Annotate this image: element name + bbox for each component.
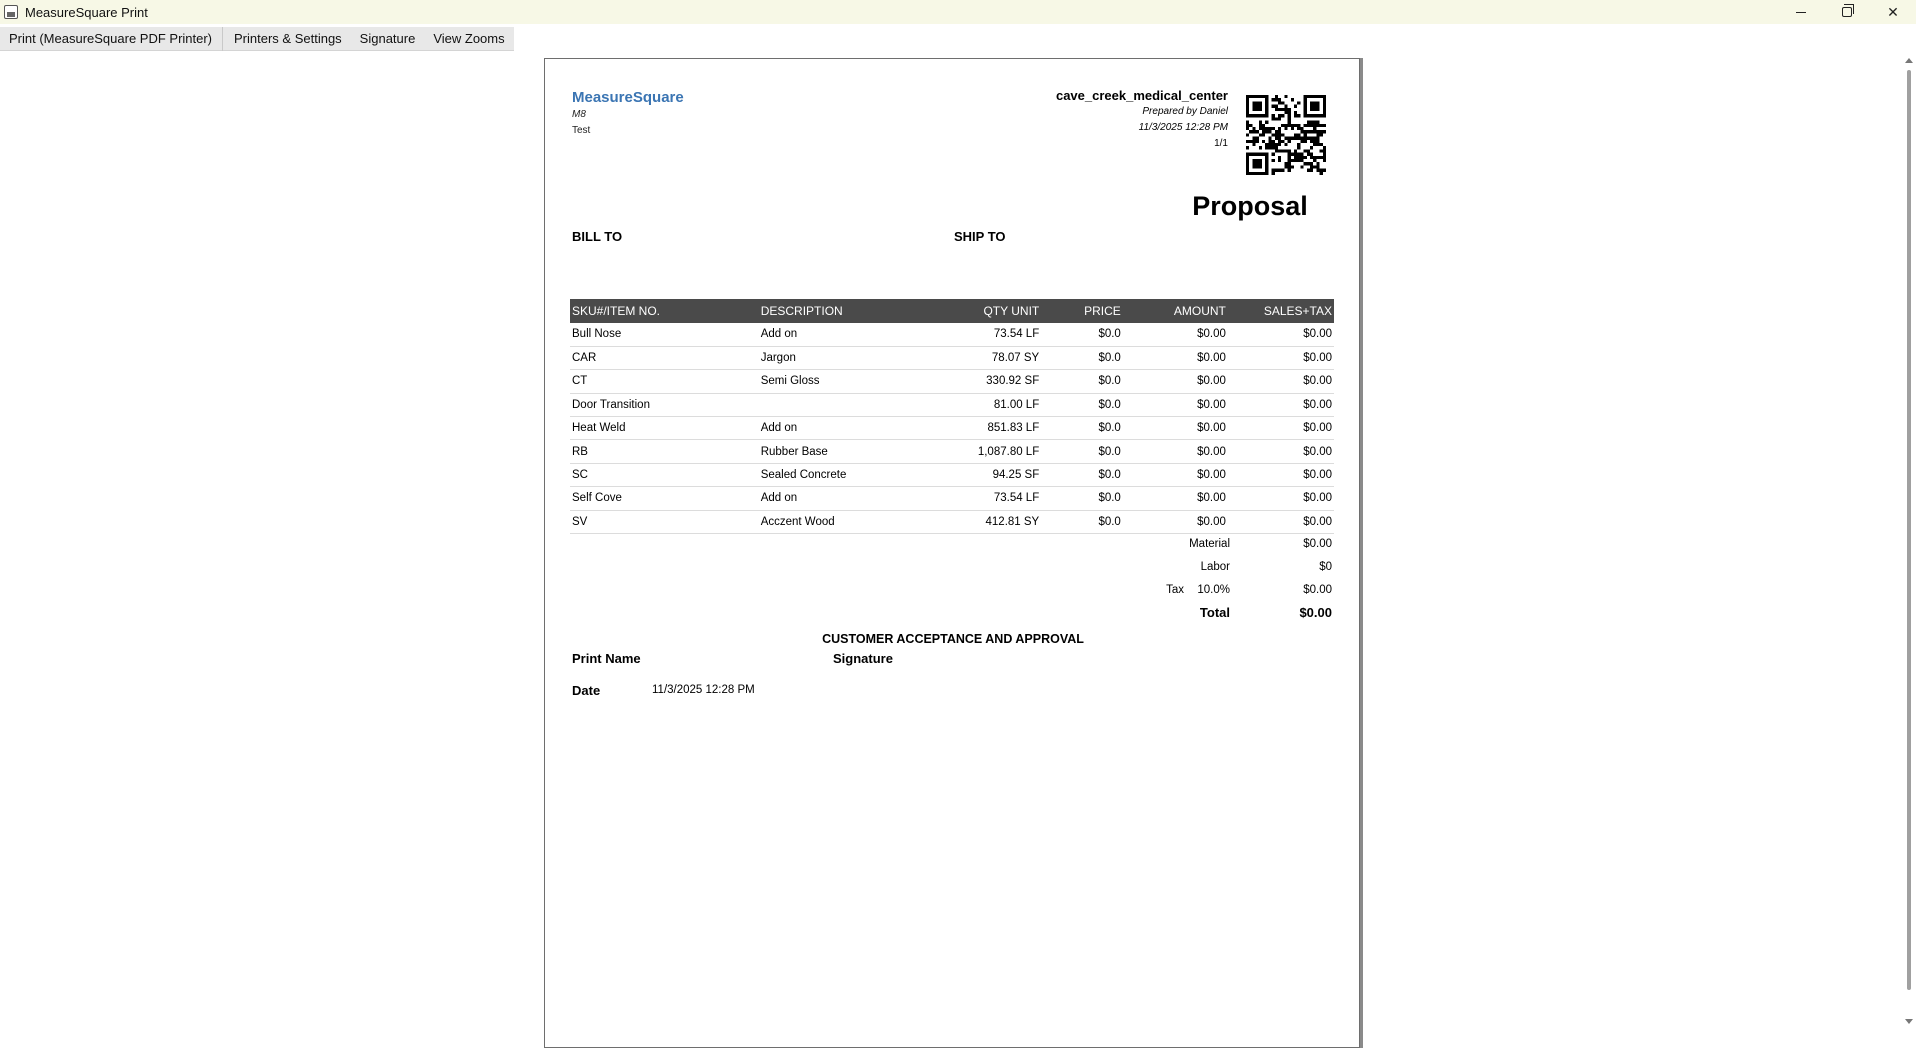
cell-amount: $0.00 bbox=[1123, 463, 1228, 486]
items-table-body bbox=[570, 323, 1334, 534]
scroll-up-icon[interactable] bbox=[1905, 58, 1913, 63]
cell-price: $0.0 bbox=[1041, 487, 1123, 510]
menu-print[interactable]: Print (MeasureSquare PDF Printer) bbox=[0, 27, 223, 51]
cell-sales-tax: $0.00 bbox=[1228, 346, 1334, 369]
vertical-scrollbar[interactable] bbox=[1902, 52, 1916, 1030]
window-controls bbox=[1778, 0, 1916, 24]
menu-view-zooms[interactable]: View Zooms bbox=[433, 31, 505, 46]
cell-qty-unit: 330.92 SF bbox=[912, 370, 1042, 393]
header-sales-tax: SALES+TAX bbox=[1228, 299, 1334, 323]
cell-sku: Door Transition bbox=[570, 393, 759, 416]
cell-description: Semi Gloss bbox=[759, 370, 912, 393]
cell-sku: RB bbox=[570, 440, 759, 463]
title-bar bbox=[0, 0, 1916, 24]
cell-price: $0.0 bbox=[1041, 393, 1123, 416]
printer-doc-icon bbox=[4, 5, 18, 19]
tax-row bbox=[570, 579, 1334, 602]
cell-qty-unit: 81.00 LF bbox=[912, 393, 1042, 416]
cell-sales-tax: $0.00 bbox=[1228, 510, 1334, 533]
table-row bbox=[570, 440, 1334, 463]
labor-row bbox=[570, 556, 1334, 579]
labor-value: $0 bbox=[1319, 561, 1332, 573]
minimize-button[interactable] bbox=[1778, 0, 1824, 24]
cell-description: Sealed Concrete bbox=[759, 463, 912, 486]
cell-price: $0.0 bbox=[1041, 463, 1123, 486]
acceptance-title-text: CUSTOMER ACCEPTANCE AND APPROVAL bbox=[822, 632, 1084, 646]
cell-sales-tax: $0.00 bbox=[1228, 417, 1334, 440]
document-title: Proposal bbox=[1192, 191, 1308, 221]
date-label: Date bbox=[572, 683, 601, 698]
cell-price: $0.0 bbox=[1041, 370, 1123, 393]
menu-printers-settings[interactable]: Printers & Settings bbox=[234, 31, 342, 46]
prepared-by: Prepared by Daniel bbox=[1142, 106, 1228, 117]
material-value: $0.00 bbox=[1303, 538, 1332, 550]
cell-sales-tax: $0.00 bbox=[1228, 323, 1334, 346]
header-sku: SKU#/ITEM NO. bbox=[570, 299, 759, 323]
cell-price: $0.0 bbox=[1041, 440, 1123, 463]
project-name: cave_creek_medical_center bbox=[1055, 88, 1228, 103]
table-row bbox=[570, 463, 1334, 486]
tax-value: $0.00 bbox=[1303, 584, 1332, 596]
cell-qty-unit: 78.07 SY bbox=[912, 346, 1042, 369]
table-row bbox=[570, 323, 1334, 346]
minimize-icon bbox=[1796, 12, 1806, 13]
maximize-button[interactable] bbox=[1824, 0, 1870, 24]
cell-sku: Self Cove bbox=[570, 487, 759, 510]
menu-signature[interactable]: Signature bbox=[359, 31, 416, 46]
items-table bbox=[570, 299, 1334, 534]
company-name: MeasureSquare bbox=[572, 89, 684, 106]
close-icon: ✕ bbox=[1887, 3, 1899, 20]
table-row bbox=[570, 370, 1334, 393]
table-header-row bbox=[570, 299, 1334, 323]
acceptance-title bbox=[545, 632, 1361, 646]
cell-amount: $0.00 bbox=[1123, 417, 1228, 440]
header-qty-unit: QTY UNIT bbox=[912, 299, 1042, 323]
qr-code-icon bbox=[1246, 95, 1326, 175]
cell-amount: $0.00 bbox=[1123, 440, 1228, 463]
cell-qty-unit: 412.81 SY bbox=[912, 510, 1042, 533]
cell-price: $0.0 bbox=[1041, 346, 1123, 369]
close-button[interactable] bbox=[1870, 0, 1916, 24]
menu-bar bbox=[0, 27, 514, 51]
material-label: Material bbox=[1189, 538, 1230, 550]
header-amount: AMOUNT bbox=[1123, 299, 1228, 323]
cell-sku: CAR bbox=[570, 346, 759, 369]
restore-icon bbox=[1842, 7, 1852, 17]
total-value: $0.00 bbox=[1299, 605, 1332, 620]
table-row bbox=[570, 346, 1334, 369]
cell-amount: $0.00 bbox=[1123, 510, 1228, 533]
print-date: 11/3/2025 12:28 PM bbox=[1138, 122, 1228, 133]
table-row bbox=[570, 417, 1334, 440]
window-title: MeasureSquare Print bbox=[25, 4, 148, 20]
cell-price: $0.0 bbox=[1041, 417, 1123, 440]
cell-description: Rubber Base bbox=[759, 440, 912, 463]
company-line-2: Test bbox=[572, 125, 591, 136]
cell-qty-unit: 94.25 SF bbox=[912, 463, 1042, 486]
cell-sales-tax: $0.00 bbox=[1228, 440, 1334, 463]
table-row bbox=[570, 510, 1334, 533]
cell-sku: CT bbox=[570, 370, 759, 393]
cell-sku: SV bbox=[570, 510, 759, 533]
scrollbar-thumb[interactable] bbox=[1907, 70, 1911, 990]
cell-description: Add on bbox=[759, 487, 912, 510]
date-value: 11/3/2025 12:28 PM bbox=[652, 684, 755, 696]
table-row bbox=[570, 393, 1334, 416]
company-line-1: M8 bbox=[572, 109, 586, 120]
table-row bbox=[570, 487, 1334, 510]
cell-qty-unit: 73.54 LF bbox=[912, 487, 1042, 510]
cell-sales-tax: $0.00 bbox=[1228, 463, 1334, 486]
cell-sku: Heat Weld bbox=[570, 417, 759, 440]
total-row bbox=[570, 602, 1334, 625]
cell-sales-tax: $0.00 bbox=[1228, 393, 1334, 416]
cell-sku: Bull Nose bbox=[570, 323, 759, 346]
cell-description: Add on bbox=[759, 417, 912, 440]
cell-price: $0.0 bbox=[1041, 323, 1123, 346]
cell-description: Acczent Wood bbox=[759, 510, 912, 533]
scroll-down-icon[interactable] bbox=[1905, 1019, 1913, 1024]
page-number: 1/1 bbox=[1214, 138, 1228, 149]
bill-to-label: BILL TO bbox=[572, 229, 623, 244]
cell-description: Jargon bbox=[759, 346, 912, 369]
cell-sku: SC bbox=[570, 463, 759, 486]
cell-description bbox=[759, 393, 912, 416]
signature-label: Signature bbox=[833, 651, 893, 666]
tax-rate: 10.0% bbox=[1197, 584, 1230, 596]
cell-amount: $0.00 bbox=[1123, 393, 1228, 416]
cell-sales-tax: $0.00 bbox=[1228, 370, 1334, 393]
cell-description: Add on bbox=[759, 323, 912, 346]
labor-label: Labor bbox=[1200, 561, 1230, 573]
total-label: Total bbox=[1199, 605, 1230, 620]
material-row bbox=[570, 533, 1334, 556]
header-description: DESCRIPTION bbox=[759, 299, 912, 323]
ship-to-label: SHIP TO bbox=[954, 229, 1006, 244]
cell-qty-unit: 851.83 LF bbox=[912, 417, 1042, 440]
cell-sales-tax: $0.00 bbox=[1228, 487, 1334, 510]
document-page bbox=[544, 58, 1360, 1048]
cell-amount: $0.00 bbox=[1123, 323, 1228, 346]
cell-amount: $0.00 bbox=[1123, 487, 1228, 510]
cell-price: $0.0 bbox=[1041, 510, 1123, 533]
tax-label: Tax bbox=[1166, 584, 1184, 596]
cell-amount: $0.00 bbox=[1123, 370, 1228, 393]
cell-qty-unit: 1,087.80 LF bbox=[912, 440, 1042, 463]
cell-amount: $0.00 bbox=[1123, 346, 1228, 369]
print-name-label: Print Name bbox=[572, 651, 641, 666]
cell-qty-unit: 73.54 LF bbox=[912, 323, 1042, 346]
header-price: PRICE bbox=[1041, 299, 1123, 323]
